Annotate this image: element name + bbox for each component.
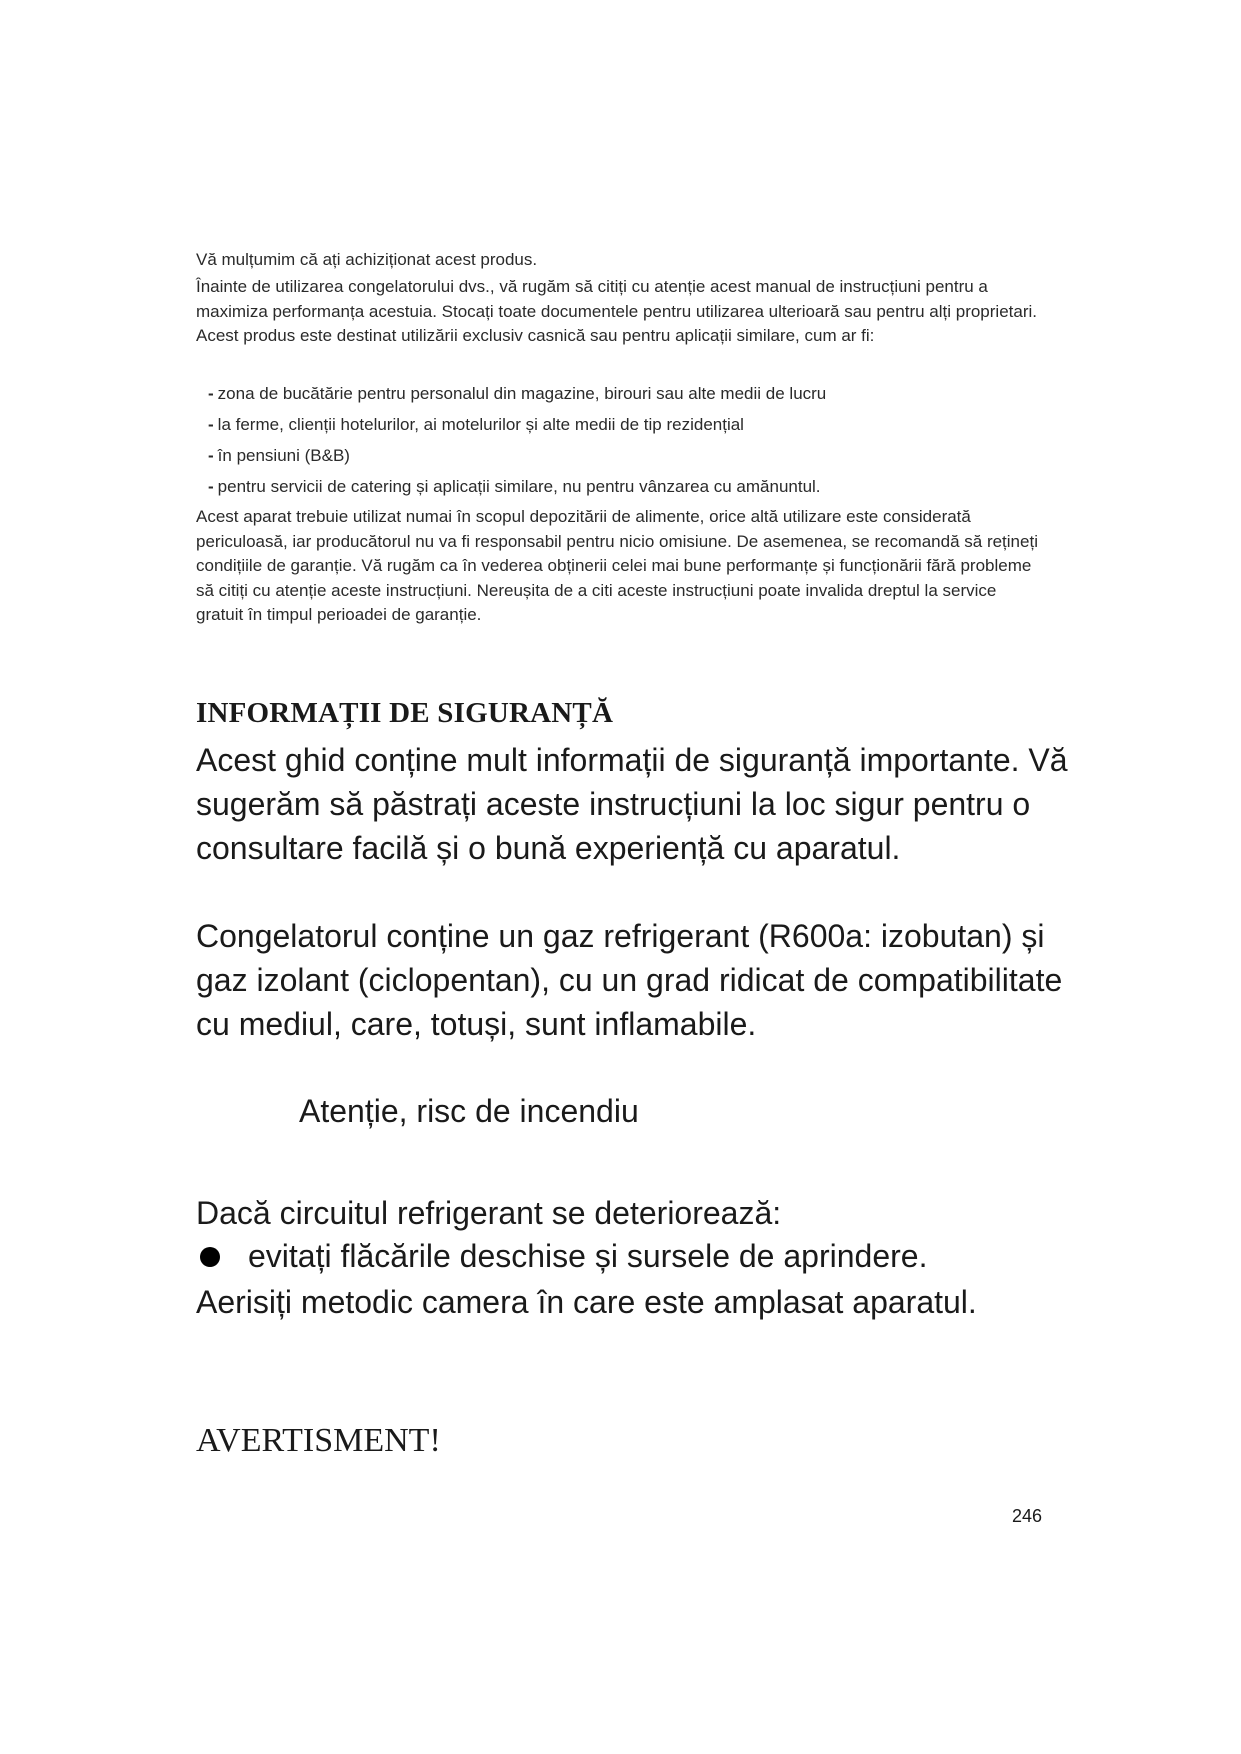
intro-paragraph-text: Înainte de utilizarea congelatorului dvs., vă rugăm să citiți cu atenție acest manual de instrucțiuni pentru a maximiza performanța acestuia. Stocați toate documentele pentru utilizarea ulterioară sau pentru alți proprietari. Acest produs este destinat utilizării exclusiv casnică sau pentru aplicații similare, cum ar fi: — [196, 277, 1037, 345]
list-item-text: în pensiuni (B&B) — [217, 446, 350, 465]
circuit-heading: Dacă circuitul refrigerant se deteriorează: — [196, 1195, 782, 1231]
safety-paragraph-1: Acest ghid conține mult informații de siguranță importante. Vă sugerăm să păstrați aceste instrucțiuni la loc sigur pentru o consultare facilă și o bună experiență cu aparatul. — [196, 742, 1068, 866]
circuit-list-item — [196, 1238, 927, 1275]
list-item: - în pensiuni (B&B) — [208, 446, 350, 465]
page-number: 246 — [1012, 1506, 1043, 1526]
intro-thanks — [196, 248, 537, 273]
circuit-list-item-text: evitați flăcările deschise și sursele de aprindere. — [248, 1238, 928, 1274]
warning-heading: AVERTISMENT! — [196, 1422, 441, 1459]
intro-paragraph — [196, 275, 1041, 349]
safety-paragraph-2: Congelatorul conține un gaz refrigerant (R600a: izobutan) și gaz izolant (ciclopentan), cu un grad ridicat de compatibilitate cu mediul, care, totuși, sunt inflamabile. — [196, 918, 1063, 1042]
usage-list — [208, 378, 826, 502]
list-item: - la ferme, clienții hotelurilor, ai motelurilor și alte medii de tip rezidențial — [208, 415, 744, 434]
section-title: INFORMAȚII DE SIGURANȚĂ — [196, 697, 614, 729]
bullet-icon — [200, 1247, 220, 1267]
intro-thanks-text: Vă mulțumim că ați achiziționat acest produs. — [196, 250, 538, 269]
list-item-text: la ferme, clienții hotelurilor, ai motelurilor și alte medii de tip rezidențial — [217, 415, 744, 434]
ventilate-instruction: Aerisiți metodic camera în care este amplasat aparatul. — [196, 1284, 977, 1320]
list-item-text: pentru servicii de catering și aplicații similare, nu pentru vânzarea cu amănuntul. — [217, 477, 821, 496]
disclaimer-text: Acest aparat trebuie utilizat numai în scopul depozitării de alimente, orice altă utilizare este considerată periculoasă, iar producătorul nu va fi responsabil pentru nicio omisiune. De asemenea, se recomandă să rețineți condițiile de garanție. Vă rugăm ca în vederea obținerii celei mai bune performanțe și funcționării fără probleme să citiți cu atenție aceste instrucțiuni. Nereușita de a citi aceste instrucțiuni poate invalida dreptul la service gratuit în timpul perioadei de garanție. — [196, 507, 1038, 624]
list-item-text: zona de bucătărie pentru personalul din magazine, birouri sau alte medii de lucru — [217, 384, 827, 403]
list-item: - pentru servicii de catering și aplicații similare, nu pentru vânzarea cu amănuntul. — [208, 477, 821, 496]
disclaimer-paragraph — [196, 505, 1041, 628]
list-item: - zona de bucătărie pentru personalul din magazine, birouri sau alte medii de lucru — [208, 384, 827, 403]
fire-warning: Atenție, risc de incendiu — [299, 1093, 639, 1129]
